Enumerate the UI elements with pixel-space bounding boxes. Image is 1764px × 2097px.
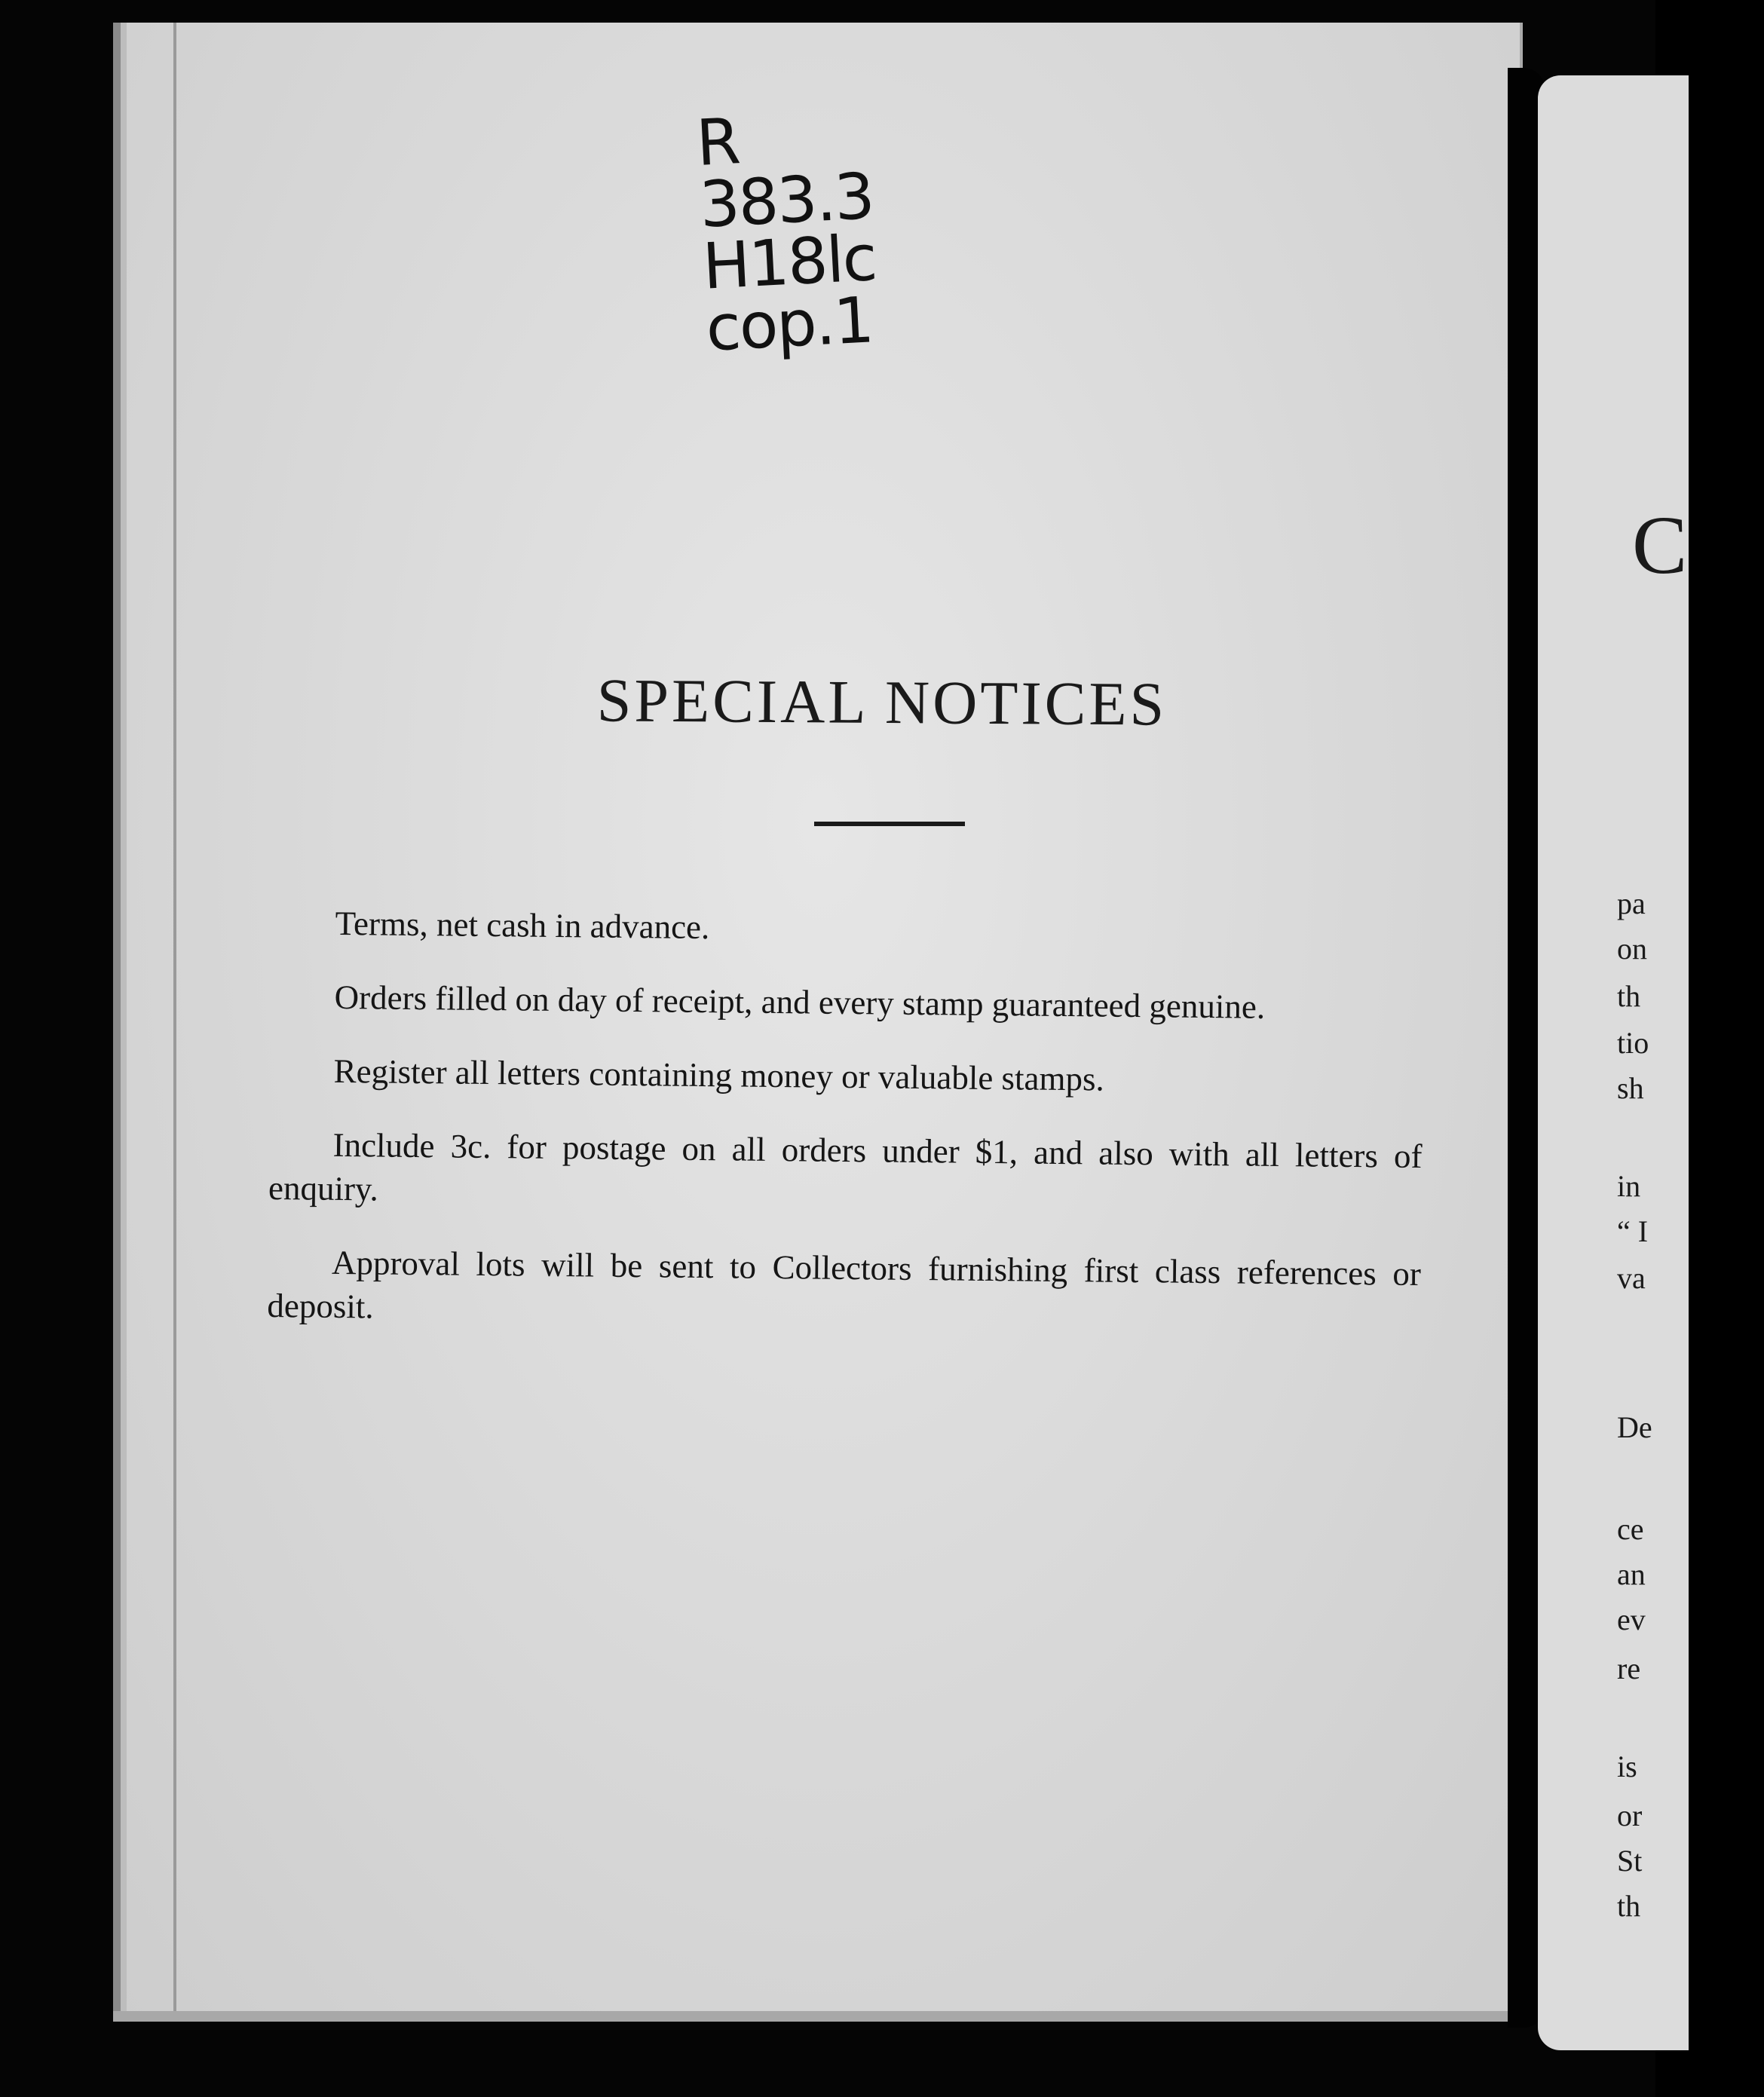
notice-register: Register all letters containing money or valuable stamps. — [333, 1052, 1105, 1098]
notice-orders: Orders filled on day of receipt, and every stamp guaranteed genuine. — [334, 978, 1266, 1026]
page-edge-line — [173, 23, 176, 2020]
right-fragment: ev — [1617, 1603, 1646, 1636]
notices-list — [267, 901, 1425, 1370]
notice-postage: Include 3c. for postage on all orders under $1, and also with all letters of enquiry. — [268, 1125, 1423, 1208]
right-fragment: re — [1617, 1652, 1641, 1685]
handwritten-call-number — [694, 99, 964, 366]
right-fragment: va — [1617, 1261, 1646, 1295]
right-fragment: “ I — [1617, 1214, 1649, 1248]
right-fragment: th — [1617, 1889, 1641, 1923]
right-fragment: th — [1617, 979, 1641, 1013]
right-fragment: or — [1617, 1799, 1643, 1832]
right-fragment: tio — [1617, 1026, 1649, 1060]
right-fragment: sh — [1617, 1071, 1644, 1105]
right-fragment: De — [1617, 1410, 1652, 1444]
right-page — [1538, 75, 1689, 2050]
right-fragment: is — [1617, 1750, 1637, 1783]
right-fragment: on — [1617, 932, 1647, 966]
call-number-line: R — [694, 104, 741, 180]
right-fragment: pa — [1617, 886, 1646, 920]
page-bottom-edge — [113, 2011, 1515, 2022]
call-number-line: H18lc — [700, 220, 878, 304]
page-title: SPECIAL NOTICES — [596, 666, 1168, 739]
right-page-heading-fragment: C — [1632, 499, 1688, 591]
call-number-line: 383.3 — [697, 158, 875, 242]
right-fragment: in — [1617, 1169, 1641, 1203]
title-rule — [814, 822, 965, 826]
right-fragment: an — [1617, 1557, 1646, 1591]
right-fragment: St — [1617, 1844, 1643, 1878]
notice-terms: Terms, net cash in advance. — [335, 904, 710, 947]
notice-approval: Approval lots will be sent to Collectors furnishing first class references or deposit. — [267, 1243, 1422, 1326]
call-number-line: cop.1 — [704, 283, 874, 366]
right-fragment: ce — [1617, 1512, 1644, 1546]
